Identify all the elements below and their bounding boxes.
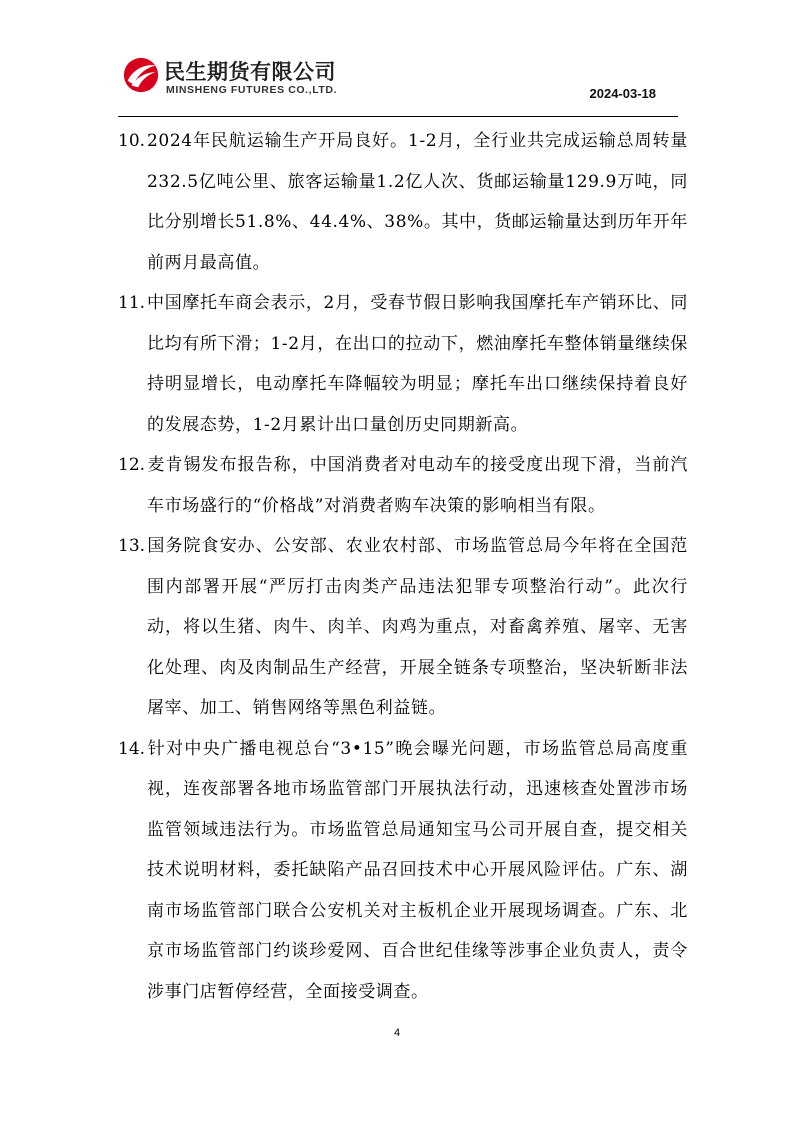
header-divider xyxy=(118,116,678,117)
item-number: 13. xyxy=(118,536,146,556)
news-item-14 xyxy=(118,729,688,1013)
page-header xyxy=(118,56,678,118)
news-list xyxy=(118,121,688,1012)
company-logo xyxy=(122,56,372,100)
item-number: 14. xyxy=(118,738,146,759)
item-number: 11. xyxy=(118,293,146,313)
news-item-11 xyxy=(118,283,688,445)
news-item-13 xyxy=(118,526,688,729)
item-text: 2024年民航运输生产开局良好。1-2月，全行业共完成运输总周转量232.5亿吨公里、旅客运输量1.2亿人次、货邮运输量129.9万吨，同比分别增长51.8%、44.4%、38%。其中，货邮运输量达到历年开年前两月最高值。 xyxy=(147,131,688,273)
item-text: 麦肯锡发布报告称，中国消费者对电动车的接受度出现下滑，当前汽车市场盛行的“价格战”对消费者购车决策的影响相当有限。 xyxy=(147,455,688,516)
news-item-12 xyxy=(118,445,688,526)
item-text: 针对中央广播电视总台“3•15”晚会曝光问题，市场监管总局高度重视，连夜部署各地市场监管部门开展执法行动，迅速核查处置涉市场监管领域违法行为。市场监管总局通知宝马公司开展自查，提交相关技术说明材料，委托缺陷产品召回技术中心开展风险评估。广东、湖南市场监管部门联合公安机关对主板机企业开展现场调查。广东、北京市场监管部门约谈珍爱网、百合世纪佳缘等涉事企业负责人，责令涉事门店暂停经营，全面接受调查。 xyxy=(147,738,688,1002)
news-item-10 xyxy=(118,121,688,283)
company-name-en: MINSHENG FUTURES CO.,LTD. xyxy=(166,84,338,96)
item-number: 10. xyxy=(118,131,146,151)
item-number: 12. xyxy=(118,455,146,475)
minsheng-logo-icon xyxy=(122,56,160,94)
item-text: 国务院食安办、公安部、农业农村部、市场监管总局今年将在全国范围内部署开展“严厉打击肉类产品违法犯罪专项整治行动”。此次行动，将以生猪、肉牛、肉羊、肉鸡为重点，对畜禽养殖、屠宰、无害化处理、肉及肉制品生产经营，开展全链条专项整治，坚决斩断非法屠宰、加工、销售网络等黑色利益链。 xyxy=(147,536,688,718)
company-name-cn: 民生期货有限公司 xyxy=(164,60,336,84)
report-date: 2024-03-18 xyxy=(589,86,656,101)
item-text: 中国摩托车商会表示，2月，受春节假日影响我国摩托车产销环比、同比均有所下滑；1-2月，在出口的拉动下，燃油摩托车整体销量继续保持明显增长，电动摩托车降幅较为明显；摩托车出口继续保持着良好的发展态势，1-2月累计出口量创历史同期新高。 xyxy=(147,293,688,435)
page-number: 4 xyxy=(393,1027,401,1039)
